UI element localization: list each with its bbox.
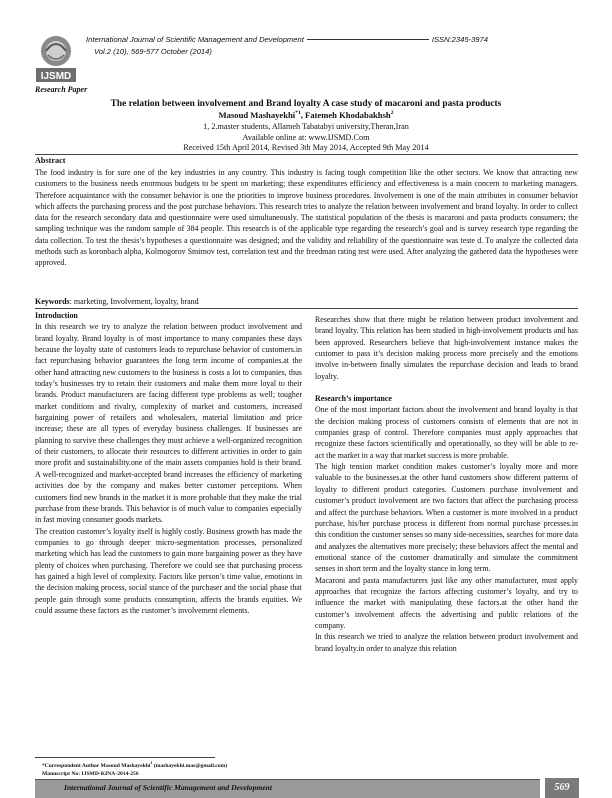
abstract-text: The food industry is for sure one of the key industries in any country. This industry is facing tough competition like the other sectors. We know that attracting new customers to the business needs enormous budgets to be spent on marketing; these expenditures efficiency and effectiveness is a main concern to marketing managers. Therefore acquaintance with the consumer behavior is one the priorities to improve business procedures. Involvement is one of the main attributes in consumer behavior which affects the purchasing process and the post purchase behaviors. This research tries to analyze the relation between involvement and brand loyalty. In order to collect data for the research secondary data and questionnaire were used simultaneously. The statistical population of the thesis is macaroni and pasta products consumers; the sampling technique was the random sample of 384 people. This research is of the applicable type regarding the research’s goal and is survey research type regarding the data collection. To test the thesis’s hypotheses a questionnaire was designed; and the validity and reliability of the questionnaire was teste d. To analyze the collected data methods such as koronbach alpha, Kolmogorov Smirnov test, correlation test and the freedman rating test were used. After analyzing the gathered data the hypotheses were approved. <box>35 168 578 268</box>
left-column <box>35 310 302 616</box>
abstract-heading: Abstract <box>35 156 66 165</box>
footnote-rule <box>35 757 215 758</box>
footnote-email: (mashayekhi.mas@gmail.com) <box>152 762 228 769</box>
right-column <box>315 314 578 654</box>
divider <box>35 308 578 309</box>
journal-logo <box>35 33 77 85</box>
right-paragraph-4: Macaroni and pasta manufacturers just like any other manufacturer, must apply approaches that recognize the factors affecting customer’s loyalty, and try to influence the market with manipulating these factors.at the other hand the customer’s involvement affects the advertising and public relations of the company. <box>315 575 578 630</box>
divider <box>35 154 578 155</box>
journal-header <box>86 34 488 58</box>
affiliation: 1, 2.master students, Allameh Tabatabyi university,Theran,Iran <box>203 122 409 131</box>
page-number: 569 <box>545 778 579 798</box>
author-sep: , <box>300 110 305 120</box>
issn: ISSN:2345-3974 <box>431 35 488 44</box>
author-2: Fatemeh Khodabakhsh <box>304 110 391 120</box>
journal-name: International Journal of Scientific Management and Development <box>86 35 304 44</box>
dates: Received 15th April 2014, Revised 3th May 2014, Accepted 9th May 2014 <box>183 143 429 152</box>
author-1: Masoud Mashayekhi <box>218 110 296 120</box>
right-paragraph-1: Researches show that there might be relation between product involvement and brand loyalty. This relation has been studied in high-involvement products and has been approved. Researchers believe that high-involvement instance makes the customer to pass it’s decision making process more precisely and the emotions involve in-between finally simulates the repurchase decision and leads to brand loyalty. <box>315 315 578 381</box>
keywords <box>35 297 199 306</box>
intro-paragraph-1: In this research we try to analyze the relation between product involvement and brand loyalty. Brand loyalty is of most importance to many companies these days because the loyalty state of customers leads to repurchase behavior of customers.in fact repurchasing behavior guarantees the long term income of companies.at the other hand attracting new customers to the business is costs a lot to companies, thus today’s businesses try to retain their customers and make them more loyal to their brands. Product manufacturers are facing different type problems as well; tougher market conditions and rivalry, complexity of market and customers, increased bargaining power of retailers and wholesalers, material limitation and price increase; these are all types of everyday business challenges. If businesses are planning to survive these challenges they must achieve a well-organized recognition of their customers, to allocate their resources to different activities in order to gain more profit and sustainability.one of the main assets companies hold is their brand. A well-recognized and market-accepted brand increases the efficiency of marketing activities doe by the company and makes better customer perceptions. When customers find new brands in the market it is more probable that they make the trial purchase from these brands. This behavior is of much value to companies especially in fast moving consumer goods markets. <box>35 322 302 525</box>
right-paragraph-2: One of the most important factors about the involvement and brand loyalty is that the decision making process of customers consists of elements that are not in companies grasp of control. Therefore companies must apply approaches that recognize these factors scientifically and operationally, so they will be able to re-act the market in a way that market success is more probable. <box>315 405 578 460</box>
logo-text: IJSMD <box>40 71 72 82</box>
paper-title: The relation between involvement and Brand loyalty A case study of macaroni and pasta products <box>110 99 502 109</box>
author-1-sup: *1 <box>295 110 301 117</box>
right-paragraph-5: In this research we tried to analyze the relation between product involvement and brand loyalty.in order to analyze this relation <box>315 632 578 653</box>
available-online: Available online at: www.IJSMD.Com <box>242 133 370 142</box>
footer-journal: International Journal of Scientific Management and Development <box>64 783 272 792</box>
right-paragraph-3: The high tension market condition makes customer’s loyalty more and more valuable to the businesses.at the other hand customers show different patterns of loyalty to different product categories. Customers purchase involvement and customer’s product involvement are two factors that affect the purchasing process and affect the purchase behaviors. When a customer is more involved in a product purchase, his/her purchase process is different from normal purchase prcesses.in this condition the customer senses so many side-necessities, searches for more data and analyzes the alternatives more precisely; these behaviors affect the mental and emotional stance of the customer dramatically and simulate the commitment senses in short term and the loyalty stance in long term. <box>315 462 578 574</box>
intro-paragraph-2: The creation customer’s loyalty itself is highly costly. Business growth has made the companies to go through deeper micro-segmentation processes, personalized marketing which has lead the customers to gain more bargaining power as they have plenty of choices when purchasing. Therefore we could see that purchasing process has gained a high level of complexity. Factors like person’s time value, emotions in the decision making process, social stance of the purchaser and the social phase that people gain through some products consumption, affects the brands equities. We could assume these factors as the customer’s involvement elements. <box>35 526 302 615</box>
paper-type: Research Paper <box>35 85 88 94</box>
importance-heading: Research’s importance <box>315 394 392 404</box>
footnote-corr: *Correspondent Author Masoud Mashayekhi <box>42 762 151 769</box>
author-2-sup: 2 <box>390 110 394 117</box>
keywords-text: : marketing, Involvement, loyalty, brand <box>69 297 199 306</box>
footnote-corr-sup: 1 <box>150 760 153 765</box>
footnote-manuscript: Manuscript No: IJSMD-KINA-2014-256 <box>42 770 139 777</box>
footnote <box>42 759 227 778</box>
intro-heading: Introduction <box>35 311 78 320</box>
volume-info: Vol.2 (10), 569-577 October (2014) <box>94 47 212 56</box>
authors <box>0 110 612 120</box>
keywords-label: Keywords <box>35 297 70 306</box>
